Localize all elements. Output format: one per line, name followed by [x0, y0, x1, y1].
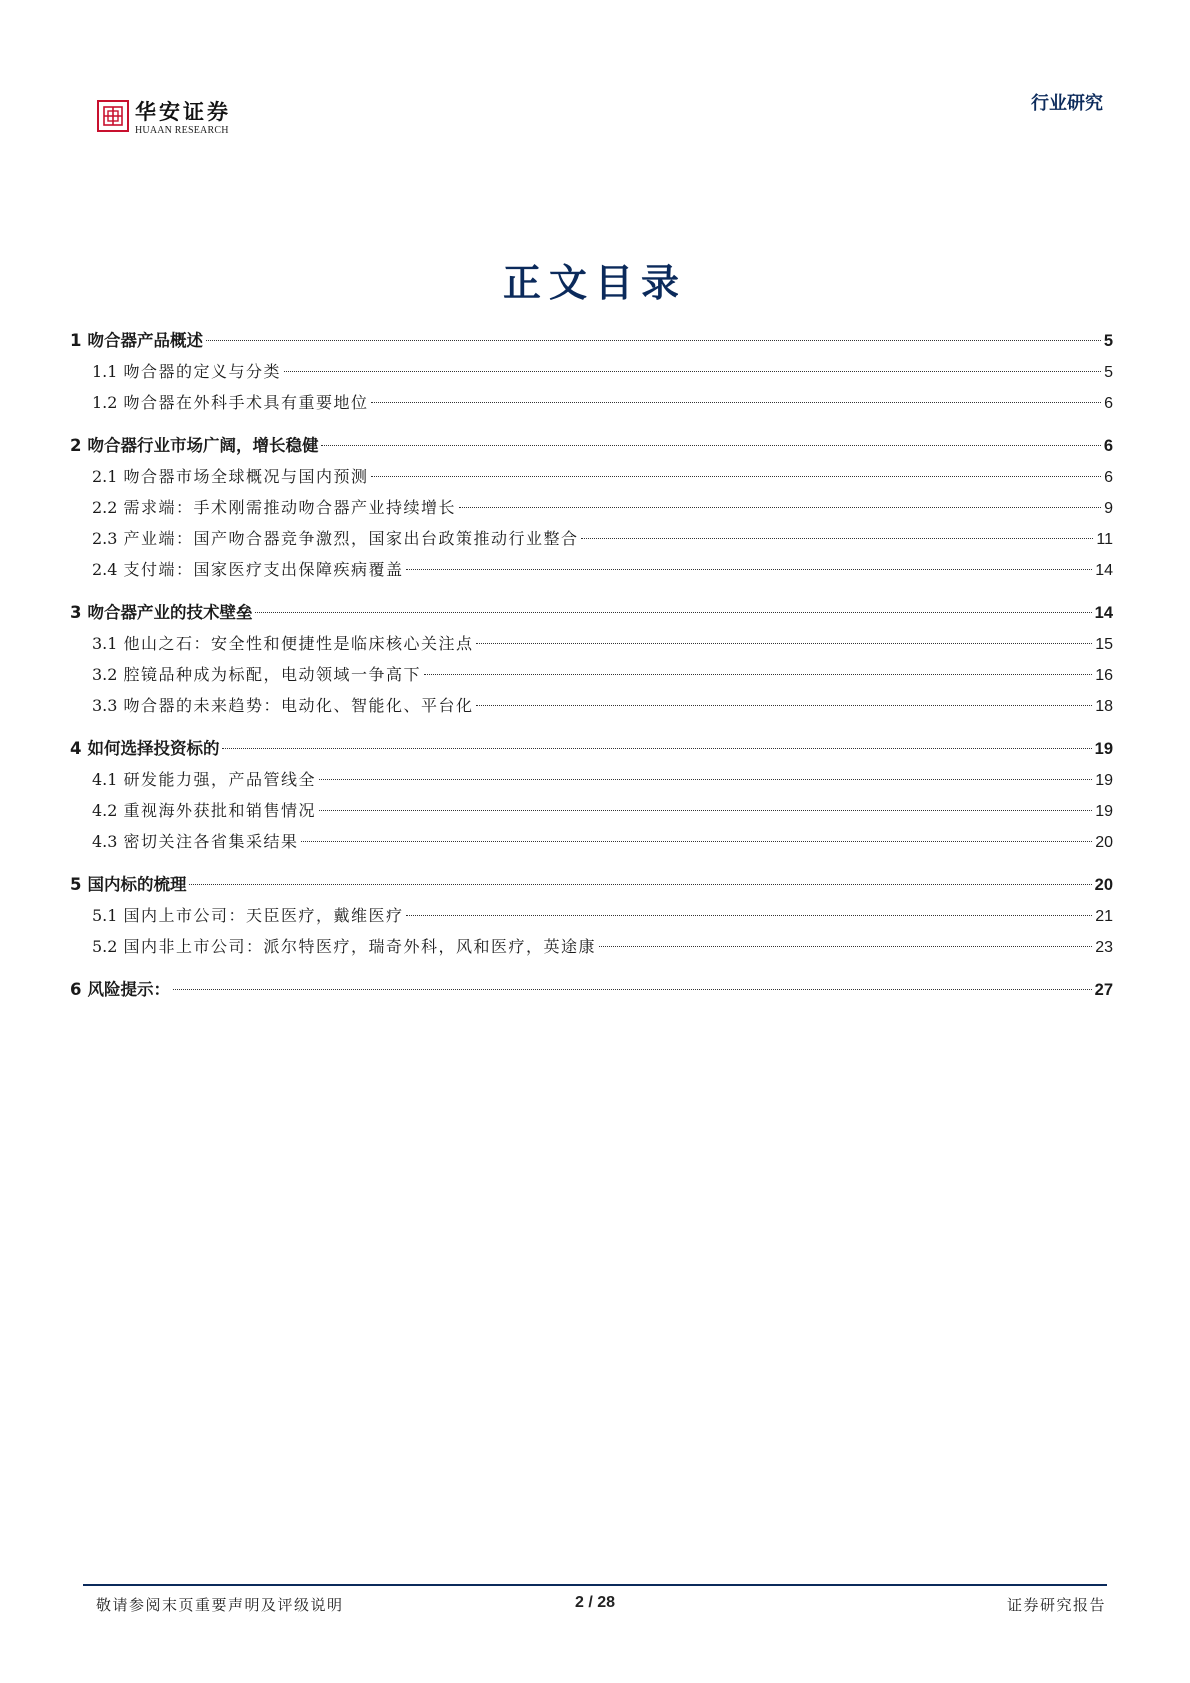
toc-entry-title: 国内标的梳理: [87, 875, 187, 894]
page-indicator: 2 / 28: [574, 1594, 616, 1611]
toc-entry-number: 3: [70, 603, 82, 622]
toc-entry-title: 需求端：手术刚需推动吻合器产业持续增长: [123, 498, 456, 517]
toc-entry-page: 5: [1103, 332, 1113, 350]
toc-chapter-entry[interactable]: [70, 325, 1113, 356]
toc-section-entry[interactable]: [70, 764, 1113, 795]
toc-chapter-entry[interactable]: [70, 430, 1113, 461]
toc-entry-page: 19: [1095, 772, 1113, 789]
toc-section-entry[interactable]: [70, 795, 1113, 826]
toc-dot-leader: [321, 445, 1100, 446]
toc-dot-leader: [459, 507, 1101, 508]
toc-dot-leader: [222, 748, 1091, 749]
toc-dot-leader: [406, 569, 1092, 570]
toc-dot-leader: [301, 841, 1092, 842]
toc-entry-number: 2.4: [92, 560, 118, 579]
toc-entry-title: 他山之石：安全性和便捷性是临床核心关注点: [123, 634, 474, 653]
toc-section-entry[interactable]: [70, 659, 1113, 690]
toc-entry-number: 2.2: [92, 498, 118, 517]
toc-entry-title: 国内上市公司：天臣医疗，戴维医疗: [123, 906, 404, 925]
toc-entry-number: 5: [70, 875, 82, 894]
toc-entry-title: 吻合器市场全球概况与国内预测: [123, 467, 369, 486]
toc-section-entry[interactable]: [70, 826, 1113, 857]
brand-seal-icon: [97, 100, 129, 132]
toc-section-entry[interactable]: [70, 492, 1113, 523]
toc-entry-title: 密切关注各省集采结果: [123, 832, 299, 851]
toc-entry-number: 1.2: [92, 393, 118, 412]
toc-entry-page: 18: [1095, 698, 1113, 715]
toc-section-entry[interactable]: [70, 690, 1113, 721]
toc-entry-page: 15: [1095, 636, 1113, 653]
toc-chapter-entry[interactable]: [70, 974, 1113, 1005]
toc-entry-page: 6: [1103, 437, 1113, 455]
toc-dot-leader: [476, 643, 1092, 644]
toc-dot-leader: [255, 612, 1091, 613]
toc-title: 正文目录: [502, 261, 687, 305]
toc-section-entry[interactable]: [70, 387, 1113, 418]
toc-entry-number: 4: [70, 739, 82, 758]
brand-seal-graphic: [102, 105, 124, 127]
toc-entry-title: 产业端：国产吻合器竞争激烈，国家出台政策推动行业整合: [123, 529, 579, 548]
toc-section-entry[interactable]: [70, 461, 1113, 492]
table-of-contents: [70, 325, 1113, 1005]
toc-chapter-entry[interactable]: [70, 869, 1113, 900]
footer-divider: [83, 1584, 1107, 1586]
toc-section-entry[interactable]: [70, 356, 1113, 387]
toc-entry-page: 11: [1096, 531, 1113, 548]
toc-entry-page: 19: [1095, 803, 1113, 820]
toc-entry-number: 3.1: [92, 634, 118, 653]
toc-dot-leader: [173, 989, 1092, 990]
toc-dot-leader: [599, 946, 1092, 947]
toc-entry-number: 2.1: [92, 467, 118, 486]
toc-dot-leader: [284, 371, 1101, 372]
toc-entry-title: 吻合器的未来趋势：电动化、智能化、平台化: [123, 696, 474, 715]
toc-dot-leader: [371, 476, 1101, 477]
toc-dot-leader: [319, 779, 1092, 780]
toc-entry-page: 9: [1104, 500, 1113, 517]
toc-entry-page: 14: [1094, 604, 1113, 622]
toc-dot-leader: [424, 674, 1092, 675]
toc-entry-title: 国内非上市公司：派尔特医疗，瑞奇外科，风和医疗，英途康: [123, 937, 596, 956]
report-category-tag: 行业研究: [1031, 93, 1103, 114]
toc-entry-number: 1: [70, 331, 82, 350]
footer-report-type: 证券研究报告: [1006, 1596, 1106, 1614]
toc-chapter-entry[interactable]: [70, 733, 1113, 764]
brand-name-en: HUAAN RESEARCH: [135, 125, 229, 136]
toc-section-entry[interactable]: [70, 554, 1113, 585]
toc-entry-title: 风险提示：: [87, 980, 170, 999]
toc-dot-leader: [206, 340, 1101, 341]
toc-entry-number: 6: [70, 980, 82, 999]
toc-entry-number: 2: [70, 436, 82, 455]
toc-entry-number: 1.1: [92, 362, 118, 381]
toc-entry-number: 4.1: [92, 770, 118, 789]
toc-entry-title: 腔镜品种成为标配，电动领域一争高下: [123, 665, 421, 684]
toc-entry-title: 支付端：国家医疗支出保障疾病覆盖: [123, 560, 404, 579]
toc-dot-leader: [476, 705, 1092, 706]
toc-dot-leader: [581, 538, 1093, 539]
footer-disclaimer: 敬请参阅末页重要声明及评级说明: [96, 1596, 344, 1614]
toc-entry-number: 2.3: [92, 529, 118, 548]
toc-dot-leader: [371, 402, 1101, 403]
toc-entry-title: 吻合器产业的技术壁垒: [87, 603, 253, 622]
brand-logo: [97, 100, 231, 137]
toc-entry-page: 6: [1104, 395, 1113, 412]
toc-entry-page: 23: [1095, 939, 1113, 956]
toc-entry-number: 5.2: [92, 937, 118, 956]
toc-entry-page: 14: [1095, 562, 1113, 579]
toc-entry-page: 20: [1095, 834, 1113, 851]
toc-entry-title: 吻合器行业市场广阔，增长稳健: [87, 436, 319, 455]
toc-entry-title: 重视海外获批和销售情况: [123, 801, 316, 820]
toc-entry-page: 19: [1094, 740, 1113, 758]
toc-dot-leader: [189, 884, 1091, 885]
page-header: [0, 0, 1190, 150]
toc-entry-number: 3.3: [92, 696, 118, 715]
toc-entry-title: 吻合器在外科手术具有重要地位: [123, 393, 369, 412]
toc-section-entry[interactable]: [70, 523, 1113, 554]
toc-dot-leader: [319, 810, 1092, 811]
toc-entry-title: 如何选择投资标的: [87, 739, 220, 758]
toc-dot-leader: [406, 915, 1092, 916]
toc-entry-page: 20: [1094, 876, 1113, 894]
brand-name-cn: 华安证券: [135, 99, 231, 124]
toc-section-entry[interactable]: [70, 900, 1113, 931]
toc-entry-page: 21: [1095, 908, 1113, 925]
toc-entry-number: 4.2: [92, 801, 118, 820]
toc-entry-number: 3.2: [92, 665, 118, 684]
toc-chapter-entry[interactable]: [70, 597, 1113, 628]
toc-entry-page: 16: [1095, 667, 1113, 684]
toc-entry-title: 研发能力强，产品管线全: [123, 770, 316, 789]
toc-entry-page: 5: [1104, 364, 1113, 381]
toc-entry-title: 吻合器的定义与分类: [123, 362, 281, 381]
toc-section-entry[interactable]: [70, 931, 1113, 962]
toc-section-entry[interactable]: [70, 628, 1113, 659]
toc-entry-number: 4.3: [92, 832, 118, 851]
toc-entry-title: 吻合器产品概述: [87, 331, 203, 350]
toc-entry-number: 5.1: [92, 906, 118, 925]
toc-entry-page: 6: [1104, 469, 1113, 486]
toc-entry-page: 27: [1094, 981, 1113, 999]
